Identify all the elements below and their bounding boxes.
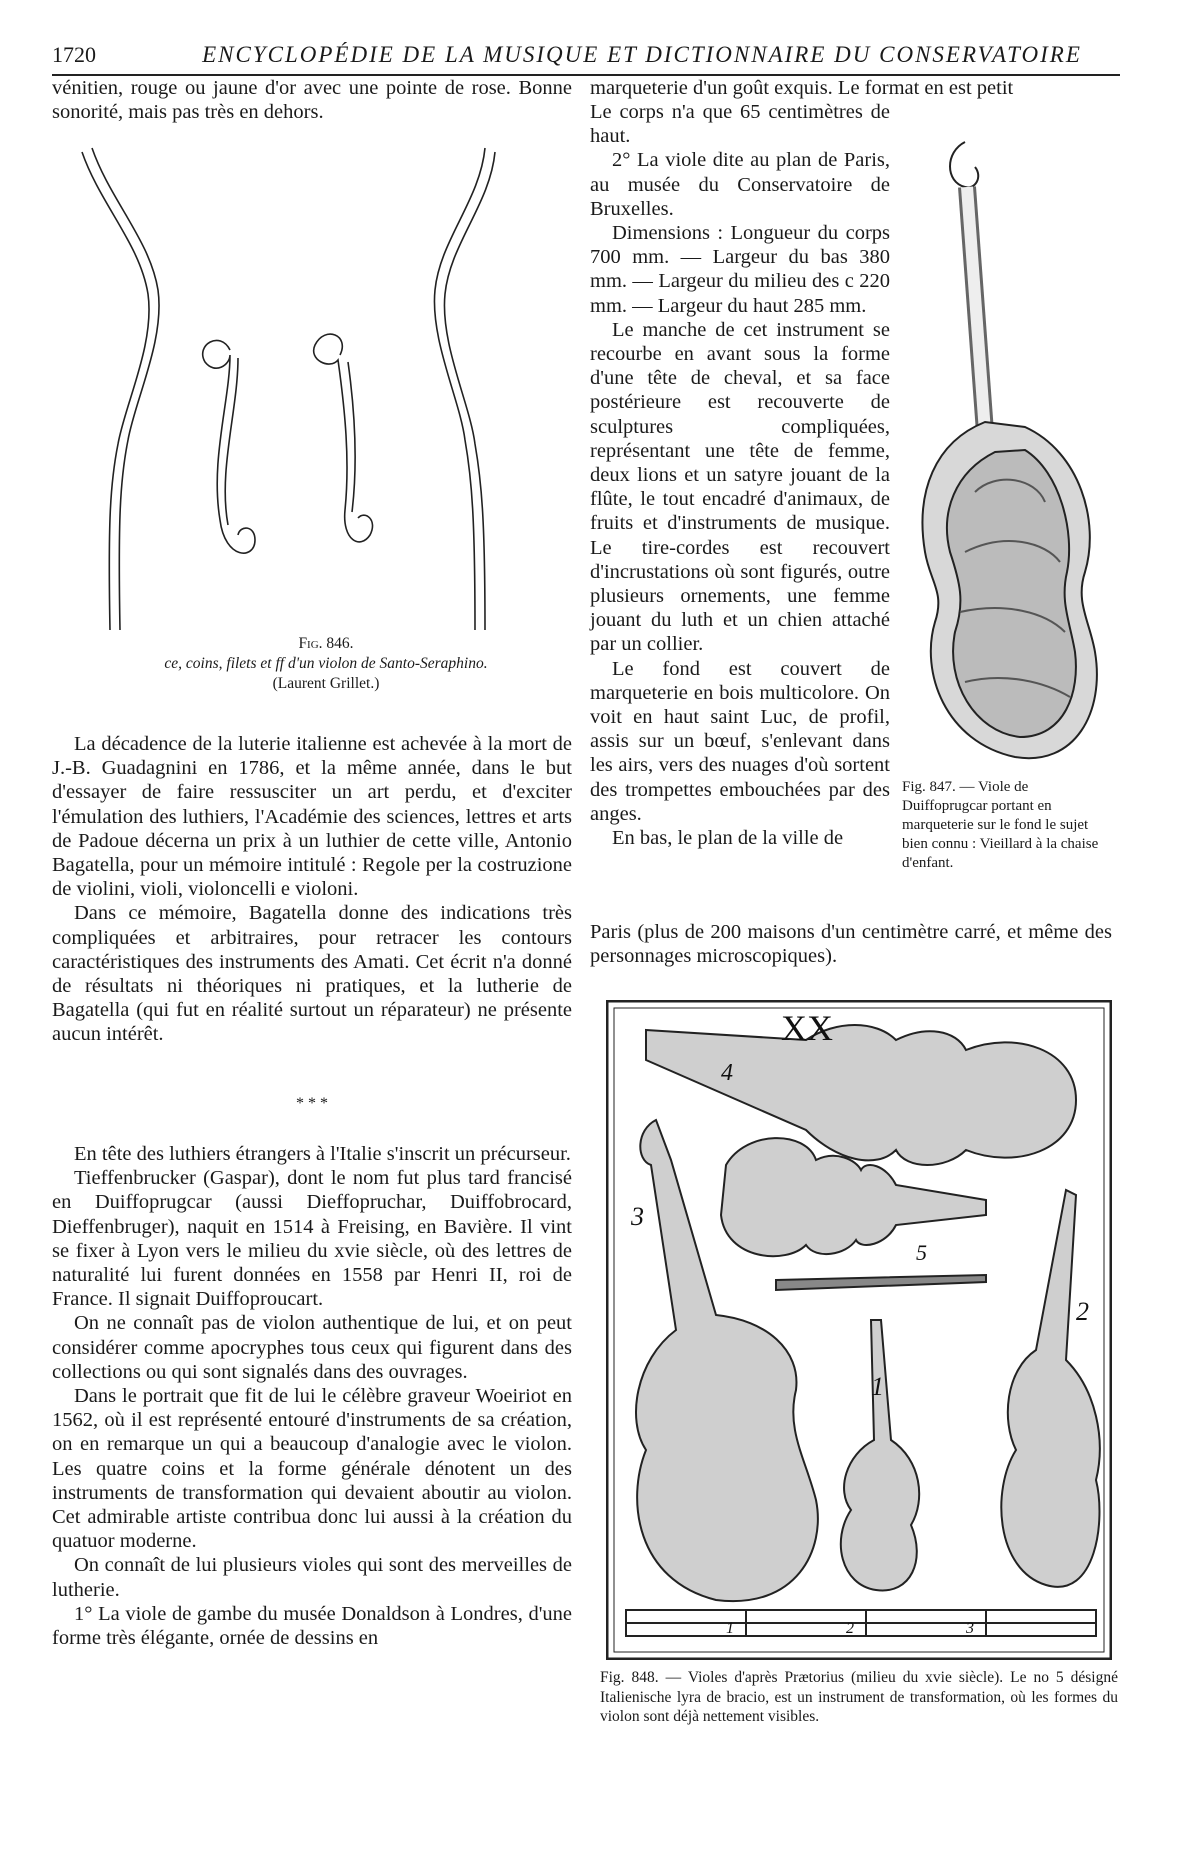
plate-number-5: 5	[916, 1240, 927, 1265]
paragraph-en-bas: En bas, le plan de la ville de	[612, 827, 844, 850]
left-column-body	[52, 732, 572, 1047]
page-header	[52, 40, 1120, 76]
right-wide-text	[590, 920, 1112, 968]
paragraph-portrait: Dans le portrait que fit de lui le célèbre graveur Woeiriot en 1562, où il est représenté entouré d'instruments de sa création, on en remarque un qui a beaucoup d'analogie avec le violon. Les quatre coins et la forme générale dénotent un des instruments de transformation qui devaient aboutir au violon. Cet admirable artiste contribua donc lui aussi à la création du quatuor moderne.	[52, 1385, 572, 1553]
paragraph-donaldson: 1° La viole de gambe du musée Donaldson à Londres, d'une forme très élégante, ornée de dessins en	[52, 1602, 572, 1650]
paragraph-corps: Le corps n'a que 65 centimètres de haut.	[590, 101, 890, 148]
fig-847-viola	[905, 132, 1105, 772]
paragraph-tieffenbrucker: Tieffenbrucker (Gaspar), dont le nom fut plus tard francisé en Duiffoprugcar (aussi Dieffopruchar, Duiffobrocard, Dieffenbruger), naquit en 1514 à Freising, en Bavière. Il vint se fixer à Lyon vers le milieu du xvie siècle, où des lettres de naturalité lui furent données en 1558 par Henri II, roi de France. Il signait Duiffoproucart.	[52, 1167, 572, 1311]
paragraph-paris: Paris (plus de 200 maisons d'un centimètre carré, et même des personnages microscopiques).	[590, 921, 1112, 968]
scale-label-2: 2	[846, 1620, 854, 1637]
fig-846-line1: ce, coins, filets et ff d'un violon de Santo-Seraphino.	[164, 655, 488, 672]
page-number: 1720	[52, 42, 96, 67]
fig-846-line2: (Laurent Grillet.)	[272, 675, 380, 692]
paragraph-apocryphes: On ne connaît pas de violon authentique de lui, et on peut considérer comme apocryphes tous ceux qui figurent dans des collections ou qui sont signalés dans des ouvrages.	[52, 1312, 572, 1383]
fig-846-drawing	[80, 140, 565, 630]
left-intro	[52, 76, 572, 124]
plate-number-1: 1	[871, 1372, 884, 1401]
paragraph-dimensions: Dimensions : Longueur du corps 700 mm. — Largeur du bas 380 mm. — Largeur du milieu des c 220 mm. — Largeur du haut 285 mm.	[590, 222, 890, 317]
fig-848-caption: Fig. 848. — Violes d'après Prætorius (milieu du xvie siècle). Le no 5 désigné Italienische lyra de bracio, est un instrument de transformation, où les formes du violon sont déjà nettement visibles.	[600, 1669, 1118, 1725]
fig-846-caption	[80, 634, 572, 694]
fig-847-caption: Fig. 847. — Viole de Duiffoprugcar portant en marqueterie sur le fond le sujet bien connu : Vieillard à la chaise d'enfant.	[902, 779, 1099, 871]
plate-number-3: 3	[631, 1202, 644, 1231]
section-stars: * * *	[296, 1095, 328, 1112]
plate-number-2: 2	[1076, 1297, 1089, 1326]
fig-846-label: Fig. 846.	[298, 635, 354, 652]
right-narrow-column	[590, 100, 890, 850]
scale-label-1: 1	[726, 1620, 734, 1637]
paragraph-decadence: La décadence de la luterie italienne est achevée à la mort de J.-B. Guadagnini en 1786, et la même année, dans le but d'essayer de faire ressusciter un art perdu, et d'exciter l'émulation des luthiers, l'Académie des sciences, lettres et arts de Padoue décerna un prix à un luthier de cette ville, Antonio Bagatella, pour un mémoire intitulé : Regole per la costruzione de violini, violi, violoncelli e violoni.	[52, 733, 572, 901]
paragraph-fond: Le fond est couvert de marqueterie en bois multicolore. On voit en haut saint Luc, de profil, assis sur un bœuf, s'enlevant dans les airs, vers des nuages d'où sortent des trompettes embouchées par des anges.	[590, 657, 890, 825]
scale-label-3: 3	[966, 1620, 974, 1637]
running-title: ENCYCLOPÉDIE DE LA MUSIQUE ET DICTIONNAIRE DU CONSERVATOIRE	[202, 42, 1082, 67]
paragraph-plan-de-paris: 2° La viole dite au plan de Paris, au musée du Conservatoire de Bruxelles.	[590, 149, 890, 220]
right-top-line	[590, 76, 1100, 100]
left-column-body-2	[52, 1142, 572, 1650]
intro-paragraph: vénitien, rouge ou jaune d'or avec une pointe de rose. Bonne sonorité, mais pas très en dehors.	[52, 77, 572, 124]
plate-number-4: 4	[721, 1060, 733, 1086]
paragraph-marqueterie: marqueterie d'un goût exquis. Le format en est petit	[590, 77, 1014, 99]
paragraph-manche: Le manche de cet instrument se recourbe en avant sous la forme d'une tête de cheval, et sa face postérieure est recouverte de sculptures compliquées, représentant une tête de femme, deux lions et un satyre jouant de la flûte, le tout encadré d'animaux, de fruits et d'instruments de musique. Le tire-cordes est recouvert d'incrustations où sont figurés, outre plusieurs ornements, une femme jouant du luth et un chien attaché par un collier.	[590, 318, 890, 656]
paragraph-memoire: Dans ce mémoire, Bagatella donne des indications très compliquées et arbitraires, pour retracer les contours caractéristiques des instruments des Amati. Cet écrit n'a donné de résultats ni théoriques ni pratiques, et la lutherie de Bagatella (qui fut en réalité surtout un réparateur) ne présente aucun intérêt.	[52, 902, 572, 1046]
plate-title: XX	[781, 1008, 833, 1048]
fig-848-plate	[606, 1000, 1112, 1660]
paragraph-precurseur: En tête des luthiers étrangers à l'Italie s'inscrit un précurseur.	[74, 1143, 571, 1165]
paragraph-violes: On connaît de lui plusieurs violes qui sont des merveilles de lutherie.	[52, 1554, 572, 1601]
